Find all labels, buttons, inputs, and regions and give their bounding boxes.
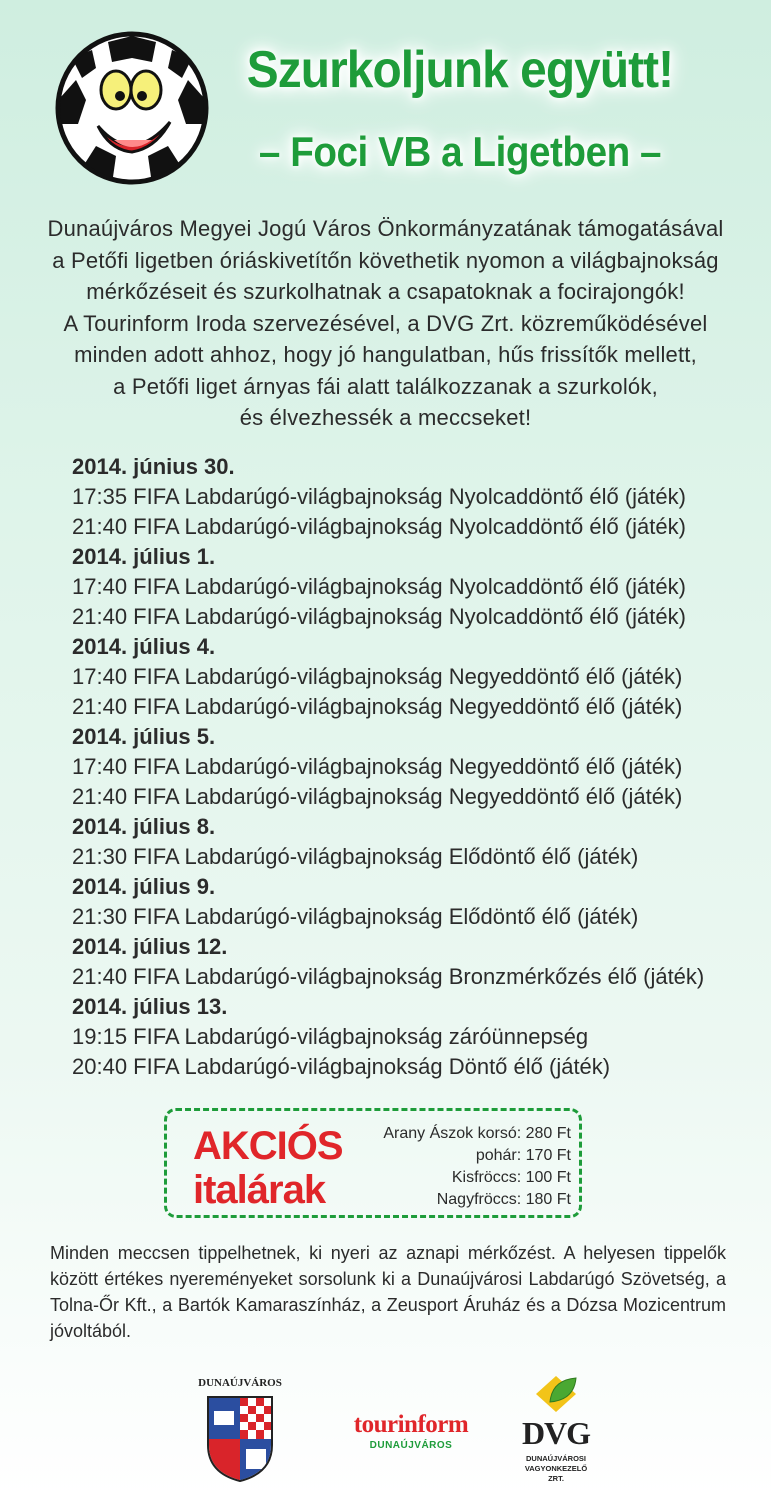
schedule-event: 21:40 FIFA Labdarúgó-világbajnokság Nyolcaddöntő élő (játék) bbox=[72, 604, 686, 629]
intro-paragraph bbox=[20, 213, 751, 434]
drink-price-box bbox=[164, 1108, 582, 1218]
schedule-date: 2014. július 13. bbox=[72, 994, 228, 1019]
intro-line: és élvezhessék a meccseket! bbox=[239, 405, 532, 430]
schedule-event: 21:40 FIFA Labdarúgó-világbajnokság Bronzmérkőzés élő (játék) bbox=[72, 964, 705, 989]
price-item: Nagyfröccs: 180 Ft bbox=[436, 1191, 571, 1208]
schedule-event: 17:40 FIFA Labdarúgó-világbajnokság Nyolcaddöntő élő (játék) bbox=[72, 574, 686, 599]
tourinform-logo bbox=[327, 1410, 495, 1454]
intro-line: a Petőfi ligetben óriáskivetítőn követhetik nyomon a világbajnokság bbox=[52, 247, 719, 273]
schedule-event: 19:15 FIFA Labdarúgó-világbajnokság záróünnepség bbox=[72, 1024, 589, 1049]
dvg-logo-line: VAGYONKEZELŐ bbox=[524, 1464, 588, 1473]
schedule-date: 2014. július 12. bbox=[72, 934, 228, 959]
promo-heading: AKCIÓS bbox=[193, 1124, 343, 1168]
schedule-date: 2014. június 30. bbox=[72, 454, 235, 479]
schedule-date: 2014. július 8. bbox=[72, 814, 216, 839]
price-list bbox=[383, 1123, 571, 1211]
schedule-event: 21:40 FIFA Labdarúgó-világbajnokság Negyeddöntő élő (játék) bbox=[72, 694, 683, 719]
schedule-event: 21:40 FIFA Labdarúgó-világbajnokság Negyeddöntő élő (játék) bbox=[72, 784, 683, 809]
schedule-date: 2014. július 1. bbox=[72, 544, 216, 569]
intro-line: Dunaújváros Megyei Jogú Város Önkormányzatának támogatásával bbox=[47, 216, 724, 241]
dunaujvaros-coat-of-arms-logo bbox=[186, 1377, 294, 1487]
city-logo-label: DUNAÚJVÁROS bbox=[198, 1377, 282, 1389]
schedule-event: 21:30 FIFA Labdarúgó-világbajnokság Elődöntő élő (játék) bbox=[72, 844, 639, 869]
schedule-event: 17:35 FIFA Labdarúgó-világbajnokság Nyolcaddöntő élő (játék) bbox=[72, 484, 686, 509]
schedule-date: 2014. július 9. bbox=[72, 874, 216, 899]
dvg-logo-text: DVG bbox=[521, 1415, 591, 1451]
price-item: Arany Ászok korsó: 280 Ft bbox=[383, 1125, 571, 1142]
price-item: Kisfröccs: 100 Ft bbox=[451, 1169, 571, 1186]
schedule-date: 2014. július 5. bbox=[72, 724, 216, 749]
intro-line: a Petőfi liget árnyas fái alatt találkozzanak a szurkolók, bbox=[113, 373, 658, 399]
intro-line: A Tourinform Iroda szervezésével, a DVG Zrt. közreműködésével bbox=[63, 310, 708, 336]
footer-text: Minden meccsen tippelhetnek, ki nyeri az aznapi mérkőzést. A helyesen tippelők között értékes nyereményeket sorsolunk ki a Dunaújvárosi Labdarúgó Szövetség, a Tolna-Őr Kft., a Bartók Kamaraszínház, a Zeusport Áruház és a Dózsa Mozicentrum jóvoltából. bbox=[50, 1243, 726, 1341]
dvg-logo bbox=[514, 1372, 598, 1490]
intro-line: minden adott ahhoz, hogy jó hangulatban, hűs frissítők mellett, bbox=[74, 342, 697, 367]
dvg-leaf-icon bbox=[530, 1372, 582, 1418]
schedule-event: 20:40 FIFA Labdarúgó-világbajnokság Döntő élő (játék) bbox=[72, 1054, 611, 1079]
schedule-event: 21:30 FIFA Labdarúgó-világbajnokság Elődöntő élő (játék) bbox=[72, 904, 639, 929]
page-subtitle: – Foci VB a Ligetben – bbox=[258, 128, 662, 175]
match-schedule bbox=[72, 452, 752, 1082]
coat-of-arms-icon bbox=[206, 1395, 274, 1483]
schedule-date: 2014. július 4. bbox=[72, 634, 216, 659]
intro-line: mérkőzéseit és szurkolhatnak a csapatoknak a focirajongók! bbox=[86, 279, 685, 304]
tourinform-logo-subtitle: DUNAÚJVÁROS bbox=[369, 1440, 453, 1451]
schedule-event: 21:40 FIFA Labdarúgó-világbajnokság Nyolcaddöntő élő (játék) bbox=[72, 514, 686, 539]
cartoon-football-icon bbox=[52, 28, 212, 188]
page-title: Szurkoljunk együtt! bbox=[246, 41, 674, 99]
tourinform-logo-text: tourinform bbox=[353, 1411, 469, 1438]
schedule-event: 17:40 FIFA Labdarúgó-világbajnokság Negyeddöntő élő (játék) bbox=[72, 664, 683, 689]
dvg-logo-line: ZRT. bbox=[548, 1474, 564, 1483]
schedule-event: 17:40 FIFA Labdarúgó-világbajnokság Negyeddöntő élő (játék) bbox=[72, 754, 683, 779]
dvg-logo-line: DUNAÚJVÁROSI bbox=[525, 1454, 586, 1463]
promo-heading: italárak bbox=[193, 1168, 326, 1212]
price-item: pohár: 170 Ft bbox=[475, 1147, 571, 1164]
